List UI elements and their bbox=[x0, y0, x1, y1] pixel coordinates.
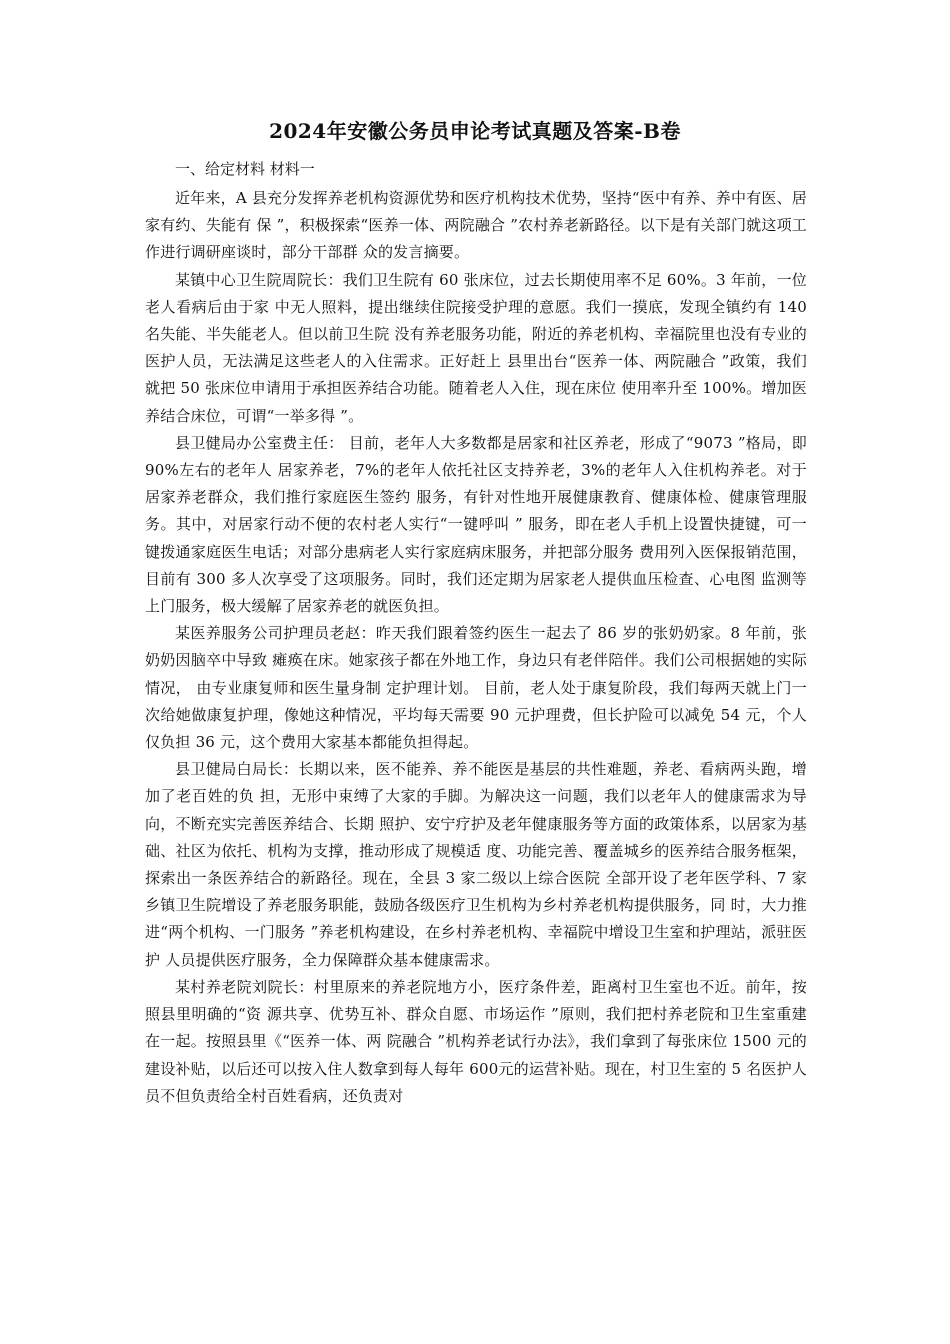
paragraph-zhou: 某镇中心卫生院周院长：我们卫生院有 60 张床位，过去长期使用率不足 60%。3 年前，一位老人看病后由于家 中无人照料，提出继续住院接受护理的意愿。我们一摸底，发现全镇约有 140 名失能、半失能老人。但以前卫生院 没有养老服务功能，附近的养老机构、幸福院里也没有专业的医护人员，无法满足这些老人的入住需求。正好赶上 县里出台“医养一体、两院融合 ”政策，我们就把 50 张床位申请用于承担医养结合功能。随着老人入住，现在床位 使用率升至 100%。增加医养结合床位，可谓“一举多得 ”。 bbox=[145, 270, 807, 425]
paragraph-zhao: 某医养服务公司护理员老赵：昨天我们跟着签约医生一起去了 86 岁的张奶奶家。8 年前，张奶奶因脑卒中导致 瘫痪在床。她家孩子都在外地工作，身边只有老伴陪伴。我们公司根据她的实际情况， 由专业康复师和医生量身制 定护理计划。 目前，老人处于康复阶段，我们每两天就上门一次给她做康复护理，像她这种情况，平均每天需要 90 元护理费，但长护险可以减免 54 元，个人仅负担 36 元，这个费用大家基本都能负担得起。 bbox=[145, 624, 807, 752]
section-heading: 一、给定材料 材料一 bbox=[175, 160, 315, 178]
paragraph-liu: 某村养老院刘院长：村里原来的养老院地方小，医疗条件差，距离村卫生室也不近。前年，按照县里明确的“资 源共享、优势互补、群众自愿、市场运作 ”原则，我们把村养老院和卫生室重建在一起。按照县里《“医养一体、两 院融合 ”机构养老试行办法》，我们拿到了每张床位 1500 元的建设补贴，以后还可以按入住人数拿到每人每年 600元的运营补贴。现在，村卫生室的 5 名医护人员不但负责给全村百姓看病，还负责对 bbox=[145, 977, 807, 1105]
paragraph-fei: 县卫健局办公室费主任： 目前，老年人大多数都是居家和社区养老，形成了“9073 ”格局，即 90%左右的老年人 居家养老，7%的老年人依托社区支持养老，3%的老年人入住机构养老。对于居家养老群众，我们推行家庭医生签约 服务，有针对性地开展健康教育、健康体检、健康管理服务。其中，对居家行动不便的农村老人实行“一键呼叫 ” 服务，即在老人手机上设置快捷键，可一键拨通家庭医生电话；对部分患病老人实行家庭病床服务，并把部分服务 费用列入医保报销范围， 目前有 300 多人次享受了这项服务。同时，我们还定期为居家老人提供血压检查、心电图 监测等上门服务，极大缓解了居家养老的就医负担。 bbox=[145, 433, 807, 616]
document-title: 2024年安徽公务员申论考试真题及答案-B卷 bbox=[269, 119, 681, 143]
paragraph-bai: 县卫健局白局长：长期以来，医不能养、养不能医是基层的共性难题，养老、看病两头跑，增加了老百姓的负 担，无形中束缚了大家的手脚。为解决这一问题，我们以老年人的健康需求为导向，不断充实完善医养结合、长期 照护、安宁疗护及老年健康服务等方面的政策体系，以居家为基础、社区为依托、机构为支撑，推动形成了规模适 度、功能完善、覆盖城乡的医养结合服务框架，探索出一条医养结合的新路径。现在，全县 3 家二级以上综合医院 全部开设了老年医学科、7 家乡镇卫生院增设了养老服务职能，鼓励各级医疗卫生机构为乡村养老机构提供服务，同 时，大力推进“两个机构、一门服务 ”养老机构建设，在乡村养老机构、幸福院中增设卫生室和护理站，派驻医护 人员提供医疗服务，全力保障群众基本健康需求。 bbox=[145, 760, 807, 969]
paragraph-intro: 近年来，A 县充分发挥养老机构资源优势和医疗机构技术优势，坚持“医中有养、养中有医、居家有约、失能有 保 ”，积极探索“医养一体、两院融合 ”农村养老新路径。以下是有关部门就这项工作进行调研座谈时，部分干部群 众的发言摘要。 bbox=[145, 189, 807, 262]
document-body bbox=[145, 156, 807, 1110]
